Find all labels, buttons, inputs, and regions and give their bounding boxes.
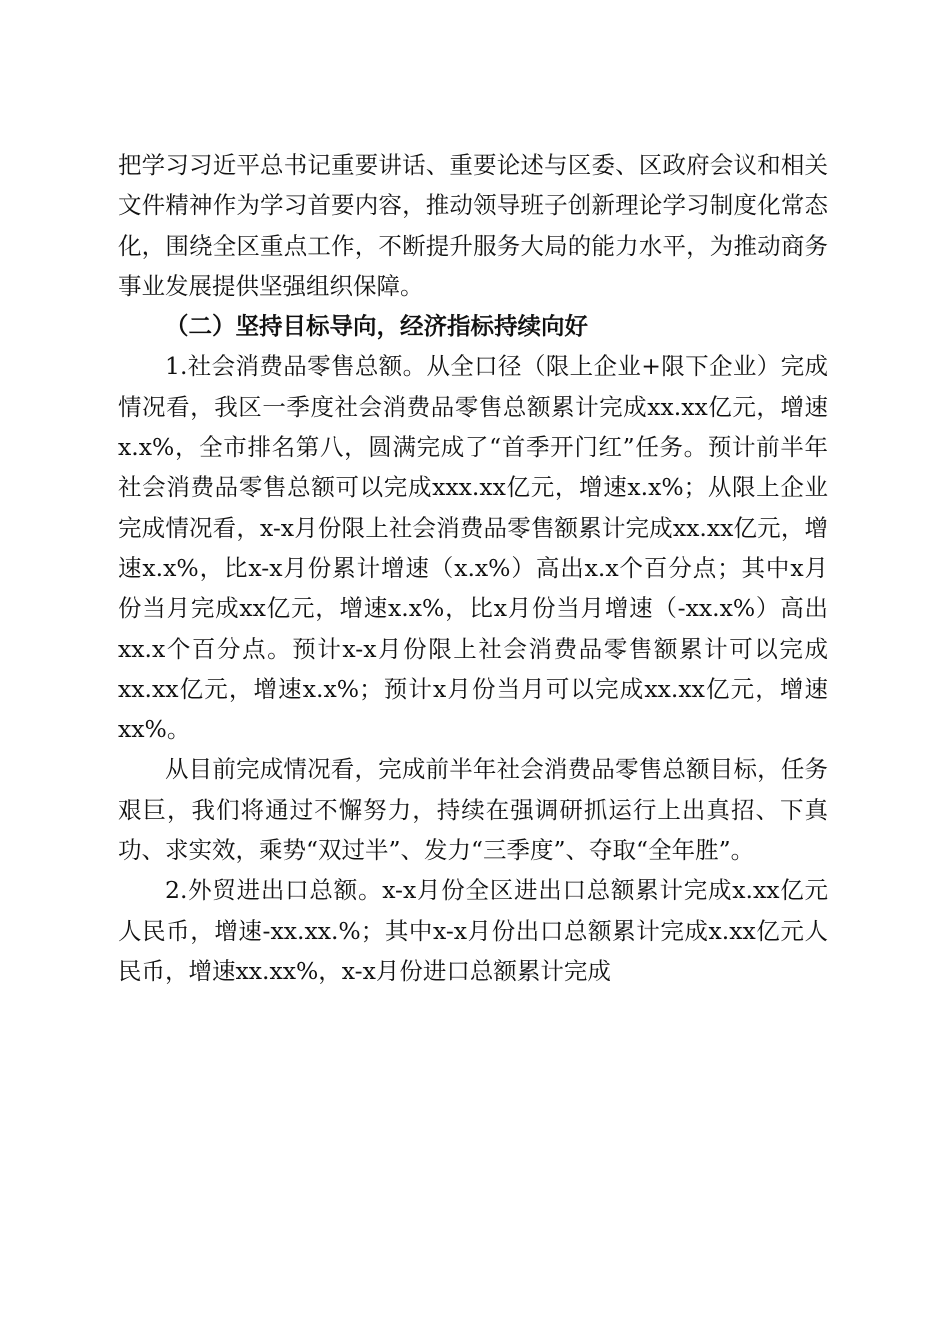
document-page: [118, 145, 828, 991]
paragraph-retail-outlook: 从目前完成情况看，完成前半年社会消费品零售总额目标，任务艰巨，我们将通过不懈努力，持续在强调研抓运行上出真招、下真功、求实效，乘势“双过半”、发力“三季度”、夺取“全年胜”。: [118, 755, 828, 865]
paragraph-party-study: 把学习习近平总书记重要讲话、重要论述与区委、区政府会议和相关文件精神作为学习首要内容，推动领导班子创新理论学习制度化常态化，围绕全区重点工作，不断提升服务大局的能力水平，为推动商务事业发展提供坚强组织保障。: [118, 151, 828, 300]
paragraph-retail-sales: 1.社会消费品零售总额。从全口径（限上企业+限下企业）完成情况看，我区一季度社会消费品零售总额累计完成xx.xx亿元，增速x.x%，全市排名第八，圆满完成了“首季开门红”任务。预计前半年社会消费品零售总额可以完成xxx.xx亿元，增速x.x%；从限上企业完成情况看，x-x月份限上社会消费品零售额累计完成xx.xx亿元，增速x.x%，比x-x月份累计增速（x.x%）高出x.x个百分点；其中x月份当月完成xx亿元，增速x.x%，比x月份当月增速（-xx.x%）高出xx.x个百分点。预计x-x月份限上社会消费品零售额累计可以完成xx.xx亿元，增速x.x%；预计x月份当月可以完成xx.xx亿元，增速xx%。: [118, 352, 828, 744]
section-heading-target-orientation: （二）坚持目标导向，经济指标持续向好: [165, 312, 588, 341]
paragraph-foreign-trade: 2.外贸进出口总额。x-x月份全区进出口总额累计完成x.xx亿元人民币，增速-xx.xx.%；其中x-x月份出口总额累计完成x.xx亿元人民币，增速xx.xx%，x-x月份进口总额累计完成: [118, 876, 828, 985]
